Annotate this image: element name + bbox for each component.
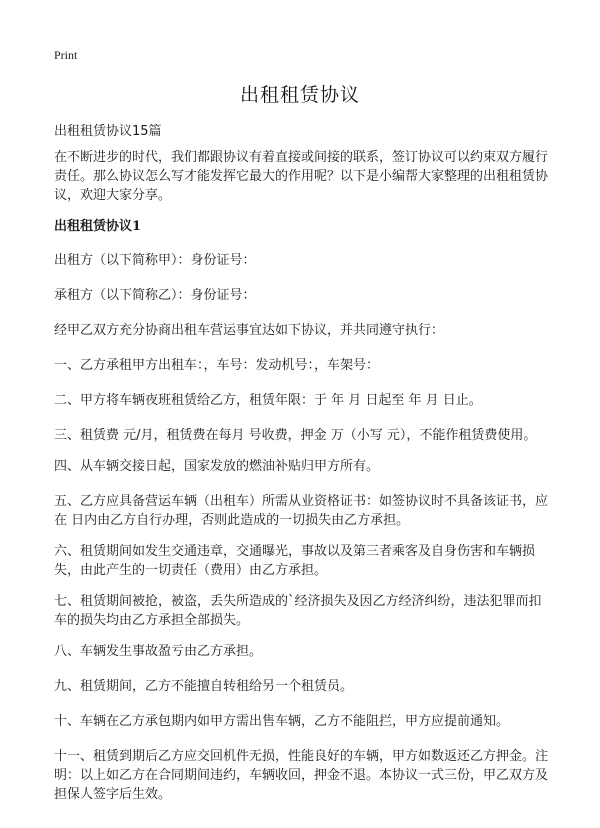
clause-7: 七、租赁期间被抢，被盗，丢失所造成的`经济损失及因乙方经济纠纷，违法犯罪而扣车的损失均由乙方承担全部损失。 <box>54 594 542 628</box>
document-body <box>54 148 554 816</box>
clause-4: 四、从车辆交接日起，国家发放的燃油补贴归甲方所有。 <box>54 459 380 474</box>
clause-11: 十一、租赁到期后乙方应交回机件无损，性能良好的车辆，甲方如数返还乙方押金。注明：以上如乙方在合同期间违约，车辆收回，押金不退。本协议一式三份，甲乙双方及担保人签字后生效。 <box>54 749 549 802</box>
clause-5: 五、乙方应具备营运车辆（出租车）所需从业资格证书：如签协议时不具备该证书，应在 日内由乙方自行办理，否则此造成的一切损失由乙方承担。 <box>54 494 549 528</box>
paragraph-agreement: 经甲乙双方充分协商出租车营运事宜达如下协议，并共同遵守执行： <box>54 323 445 338</box>
clause-10: 十、车辆在乙方承包期内如甲方需出售车辆，乙方不能阻拦，甲方应提前通知。 <box>54 714 510 729</box>
section-heading: 出租租赁协议1 <box>54 219 142 234</box>
clause-6: 六、租赁期间如发生交通违章，交通曝光，事故以及第三者乘客及自身伤害和车辆损失，由此产生的一切责任（费用）由乙方承担。 <box>54 544 536 578</box>
print-label: Print <box>54 48 78 62</box>
clause-9: 九、租赁期间，乙方不能擅自转租给另一个租赁员。 <box>54 679 354 694</box>
clause-2: 二、甲方将车辆夜班租赁给乙方，租赁年限：于 年 月 日起至 年 月 日止。 <box>54 393 482 408</box>
intro-paragraph: 在不断进步的时代，我们都跟协议有着直接或间接的联系，签订协议可以约束双方履行责任。那么协议怎么写才能发挥它最大的作用呢？以下是小编帮大家整理的出租租赁协议，欢迎大家分享。 <box>54 150 549 203</box>
document-subtitle: 出租租赁协议15篇 <box>54 124 162 139</box>
clause-8: 八、车辆发生事故盈亏由乙方承担。 <box>54 644 263 659</box>
paragraph-lessor: 出租方（以下简称甲）：身份证号： <box>54 253 256 268</box>
paragraph-lessee: 承租方（以下简称乙）：身份证号： <box>54 288 256 303</box>
clause-1: 一、乙方承租甲方出租车：，车号：发动机号：，车架号： <box>54 358 380 373</box>
clause-3: 三、租赁费 元/月，租赁费在每月 号收费，押金 万（小写 元），不能作租赁费使用。 <box>54 428 537 443</box>
document-title: 出租租赁协议 <box>239 84 360 106</box>
